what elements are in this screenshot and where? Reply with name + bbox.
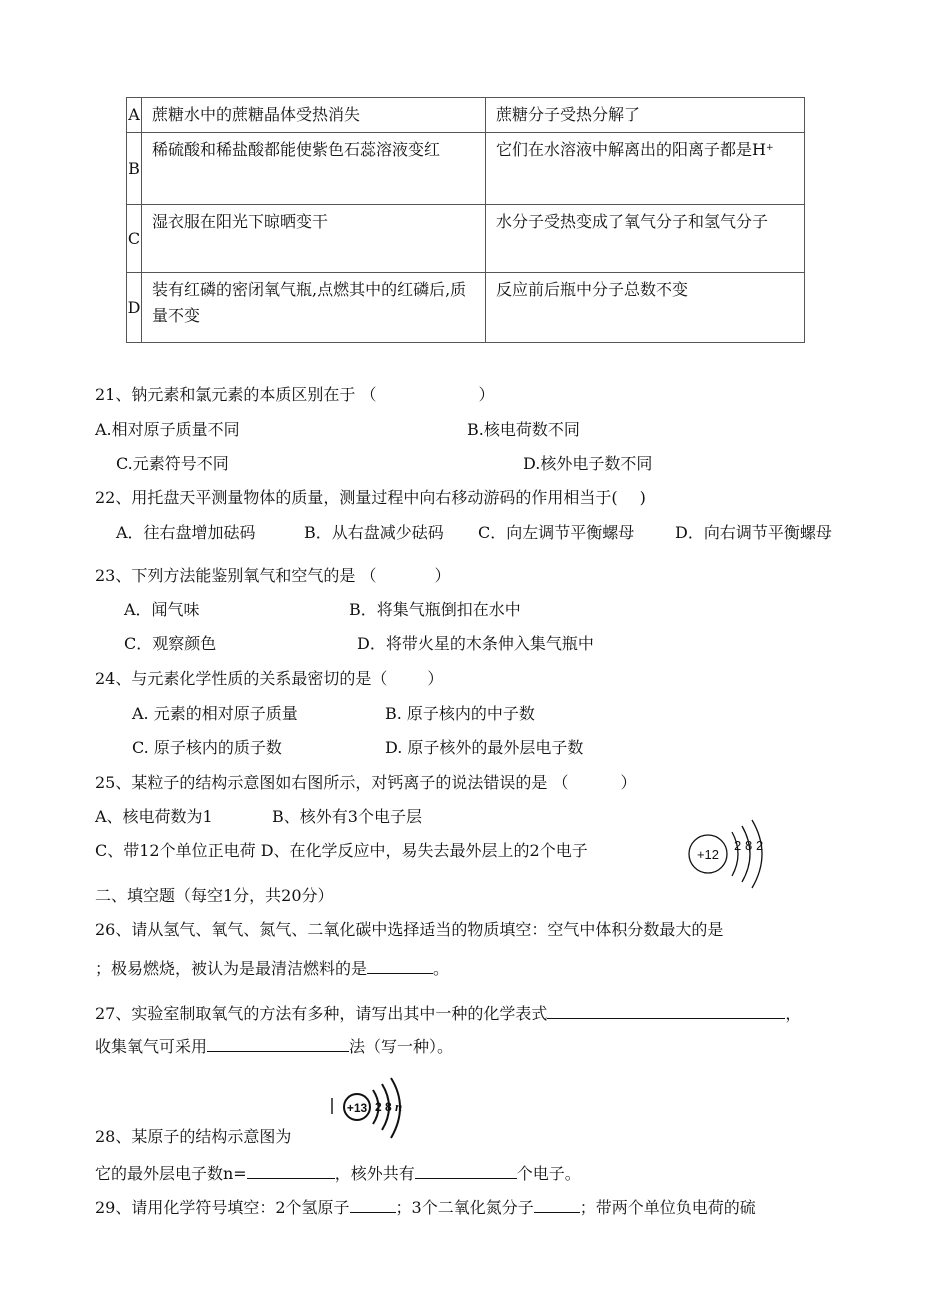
answer-blank[interactable] [415,1163,517,1179]
option-a: A、核电荷数为1 [95,807,213,826]
explanation-cell: 蔗糖分子受热分解了 [486,98,805,133]
shell-electron-count: 2 [734,838,742,853]
question-stem: 23、下列方法能鉴别氧气和空气的是 （ [95,566,377,585]
electron-shell-arc [742,826,753,882]
question-29: 29、请用化学符号填空：2个氢原子 ；3个二氧化氮分子 ；带两个单位负电荷的硫 [95,1198,756,1217]
atom-structure-diagram-13 [330,1078,415,1142]
explanation-cell: 水分子受热变成了氧气分子和氢气分子 [486,205,805,273]
question-26-line1: 26、请从氢气、氧气、氮气、二氧化碳中选择适当的物质填空：空气中体积分数最大的是 [95,920,724,939]
table-row [127,205,805,273]
electron-shell-arc [752,820,762,888]
option-b: B. 原子核内的中子数 [385,704,535,723]
row-label: C [127,205,142,273]
option-b: B、核外有3个电子层 [272,807,422,826]
question-28-line1: 28、某原子的结构示意图为 [95,1127,292,1146]
option-cd: C、带12个单位正电荷 D、在化学反应中，易失去最外层上的2个电子 [95,841,588,860]
answer-blank[interactable] [350,1197,396,1213]
question-stem: 22、用托盘天平测量物体的质量，测量过程中向右移动游码的作用相当于( [95,488,618,507]
superscript: + [765,143,774,153]
phenomenon-cell: 稀硫酸和稀盐酸都能使紫色石蕊溶液变红 [142,133,486,205]
question-stem: 25、某粒子的结构示意图如右图所示，对钙离子的说法错误的是 （ [95,773,569,792]
nucleus-charge: +12 [696,847,720,862]
option-c: C. 原子核内的质子数 [132,738,282,757]
row-label: A [127,98,142,133]
row-label: B [127,133,142,205]
answer-blank[interactable] [534,1197,580,1213]
answer-paren-close: ） [478,385,495,404]
option-d: D. 原子核外的最外层电子数 [385,738,584,757]
question-22 [95,490,646,506]
option-c: C．向左调节平衡螺母 [478,523,635,542]
option-b: B．将集气瓶倒扣在水中 [349,600,521,619]
question-stem: 21、钠元素和氯元素的本质区别在于 （ [95,385,377,404]
question-25 [95,775,636,791]
answer-blank[interactable] [547,1003,785,1019]
atom-structure-diagram-12 [680,820,790,890]
shell-electron-count: 2 [756,838,764,853]
shell-electron-count: 8 [745,838,753,853]
phenomenon-cell: 蔗糖水中的蔗糖晶体受热消失 [142,98,486,133]
shell-electron-count: 8 [385,1100,392,1114]
option-a: A.相对原子质量不同 [95,420,240,439]
question-21 [95,387,494,403]
option-c: C.元素符号不同 [116,454,229,473]
option-c: C．观察颜色 [124,634,217,653]
option-d: D．将带火星的木条伸入集气瓶中 [357,634,594,653]
option-a: A．往右盘增加砝码 [116,523,256,542]
question-27-line2: 收集氧气可采用 法（写一种）。 [95,1037,454,1056]
option-d: D.核外电子数不同 [523,454,653,473]
explanation-cell: 反应前后瓶中分子总数不变 [486,273,805,343]
table-row [127,273,805,343]
question-23 [95,568,450,584]
answer-blank[interactable] [247,1163,335,1179]
phenomenon-cell: 装有红磷的密闭氧气瓶,点燃其中的红磷后,质量不变 [142,273,486,343]
question-stem: 24、与元素化学性质的关系最密切的是（ [95,669,388,688]
section-heading: 二、填空题（每空1分，共20分） [95,886,334,905]
answer-paren-close: ） [620,773,637,792]
answer-paren-close: ） [434,566,451,585]
answer-paren-close: ） [427,669,444,688]
question-27-line1: 27、实验室制取氧气的方法有多种，请写出其中一种的化学表式 ， [95,1004,802,1023]
option-b: B．从右盘减少砝码 [304,523,444,542]
option-d: D．向右调节平衡螺母 [675,523,832,542]
option-a: A．闻气味 [124,600,200,619]
option-b: B.核电荷数不同 [467,420,580,439]
shell-electron-count: 2 [375,1100,382,1114]
nucleus-charge: +13 [346,1101,368,1115]
answer-paren-close: ) [639,488,646,507]
options-table [126,97,805,343]
question-28-line2: 它的最外层电子数n= ，核外共有 个电子。 [95,1164,581,1183]
option-a: A. 元素的相对原子质量 [132,704,298,723]
explanation-cell: 它们在水溶液中解离出的阳离子都是H+ [486,133,805,205]
shell-electron-count: n [395,1099,403,1114]
row-label: D [127,273,142,343]
table-row [127,98,805,133]
table-row [127,133,805,205]
answer-blank[interactable] [207,1036,349,1052]
phenomenon-cell: 湿衣服在阳光下晾晒变干 [142,205,486,273]
question-24 [95,671,443,687]
question-26-line2: ；极易燃烧，被认为是最清洁燃料的是 。 [95,959,450,978]
answer-blank[interactable] [367,958,433,974]
